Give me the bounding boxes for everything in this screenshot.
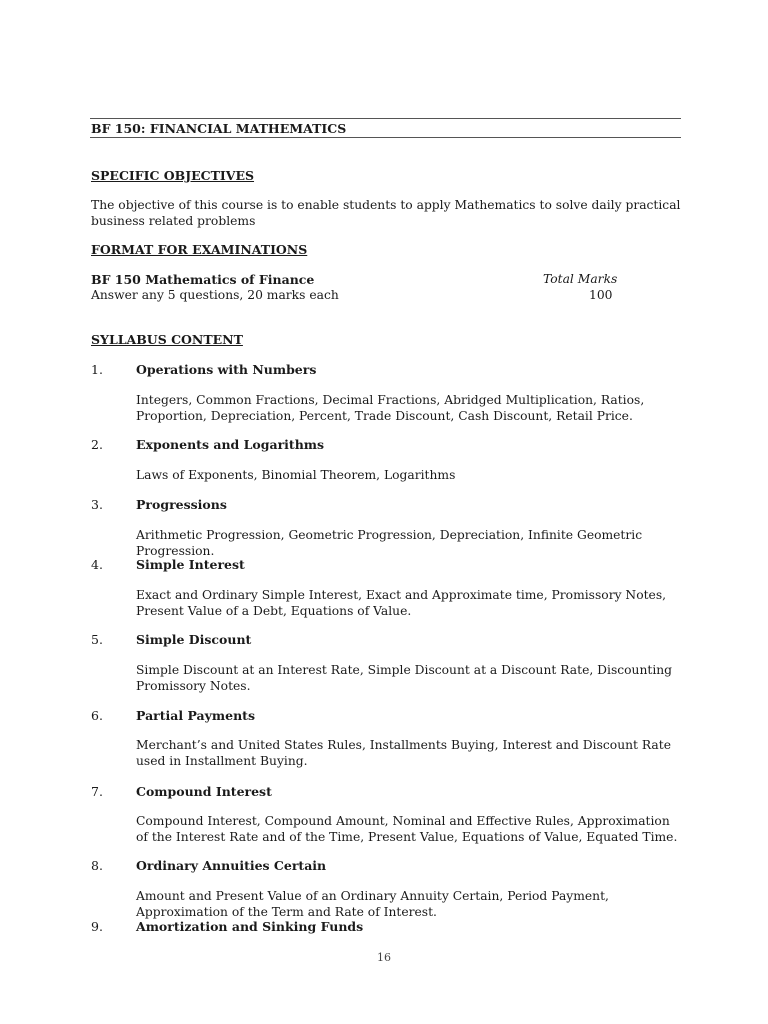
objectives-text: The objective of this course is to enable students to apply Mathematics to solve daily practical business related problems (91, 198, 681, 228)
item-number: 2. (91, 437, 103, 452)
item-number: 7. (91, 784, 103, 799)
exam-name: BF 150 Mathematics of Finance (91, 272, 315, 287)
objectives-heading: SPECIFIC OBJECTIVES (91, 168, 255, 183)
item-title: Compound Interest (136, 784, 272, 799)
exam-instruction: Answer any 5 questions, 20 marks each (91, 288, 339, 302)
item-body: Arithmetic Progression, Geometric Progression, Depreciation, Infinite Geometric Progression. (136, 528, 643, 558)
item-title: Progressions (136, 497, 227, 512)
item-title: Amortization and Sinking Funds (136, 919, 364, 934)
item-body: Laws of Exponents, Binomial Theorem, Logarithms (136, 468, 456, 482)
item-body: Exact and Ordinary Simple Interest, Exact and Approximate time, Promissory Notes, Present Value of a Debt, Equations of Value. (136, 588, 667, 618)
item-title: Partial Payments (136, 708, 255, 723)
item-number: 8. (91, 858, 103, 873)
item-body: Compound Interest, Compound Amount, Nominal and Effective Rules, Approximation of the Interest Rate and of the Time, Present Value, Equations of Value, Equated Time. (136, 814, 678, 844)
format-heading: FORMAT FOR EXAMINATIONS (91, 242, 308, 257)
total-marks-value: 100 (589, 288, 613, 302)
item-body: Merchant’s and United States Rules, Installments Buying, Interest and Discount Rate used in Installment Buying. (136, 738, 671, 768)
page-number: 16 (377, 951, 391, 964)
syllabus-heading: SYLLABUS CONTENT (91, 332, 243, 347)
item-number: 4. (91, 557, 103, 572)
item-number: 3. (91, 497, 103, 512)
item-number: 6. (91, 708, 103, 723)
item-title: Exponents and Logarithms (136, 437, 325, 452)
item-title: Simple Discount (136, 632, 252, 647)
item-body: Integers, Common Fractions, Decimal Fractions, Abridged Multiplication, Ratios, Proportion, Depreciation, Percent, Trade Discount, Cash Discount, Retail Price. (136, 393, 645, 423)
title-top-rule (90, 118, 681, 119)
item-body: Simple Discount at an Interest Rate, Simple Discount at a Discount Rate, Discounting Promissory Notes. (136, 663, 673, 693)
item-number: 1. (91, 362, 103, 377)
title-bottom-rule (90, 137, 681, 138)
course-title: BF 150: FINANCIAL MATHEMATICS (91, 121, 347, 136)
total-marks-label: Total Marks (543, 272, 618, 286)
item-title: Ordinary Annuities Certain (136, 858, 327, 873)
item-number: 9. (91, 919, 103, 934)
item-title: Simple Interest (136, 557, 245, 572)
item-title: Operations with Numbers (136, 362, 317, 377)
item-body: Amount and Present Value of an Ordinary Annuity Certain, Period Payment, Approximation of the Term and Rate of Interest. (136, 889, 609, 919)
item-number: 5. (91, 632, 103, 647)
